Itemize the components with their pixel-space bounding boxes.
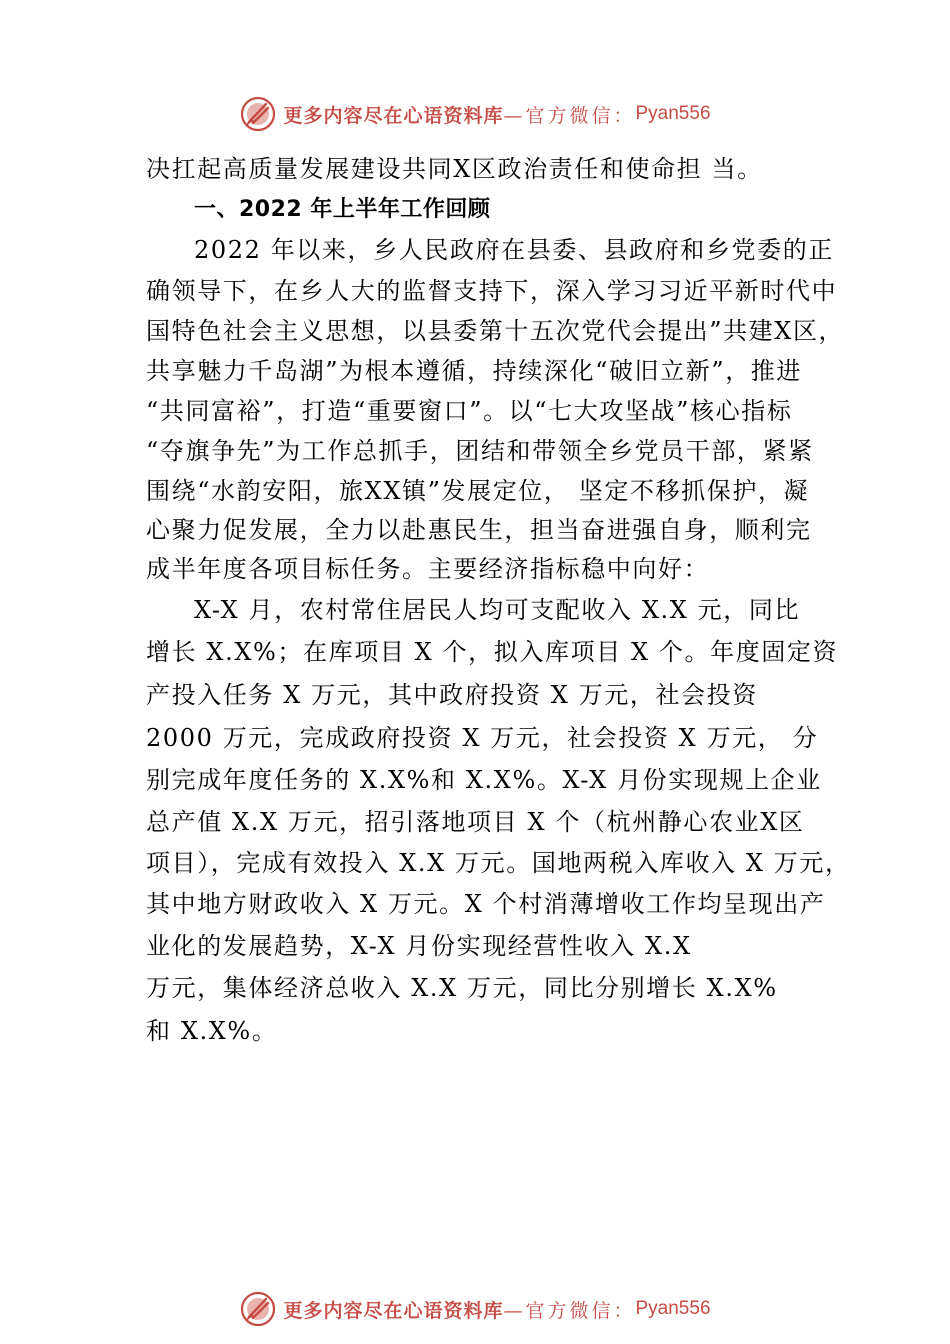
text-line: 国特色社会主义思想，以县委第十五次党代会提出”共建X区， bbox=[146, 317, 845, 345]
text-line: 总产值 X.X 万元，招引落地项目 X 个（杭州静心农业X区 bbox=[146, 808, 805, 836]
seal-logo-icon bbox=[239, 95, 277, 133]
text-line: 业化的发展趋势，X-X 月份实现经营性收入 X.X bbox=[146, 932, 692, 960]
banner-main-text: 更多内容尽在心语资料库 bbox=[283, 1299, 504, 1322]
text-line: 决扛起高质量发展建设共同X区政治责任和使命担 当。 bbox=[146, 155, 763, 183]
text-line: 心聚力促发展，全力以赴惠民生，担当奋进强自身，顺利完 bbox=[146, 516, 812, 544]
text-line: 别完成年度任务的 X.X%和 X.X%。X-X 月份实现规上企业 bbox=[146, 766, 822, 794]
text-line: 项目），完成有效投入 X.X 万元。国地两税入库收入 X 万元， bbox=[146, 849, 851, 877]
text-line: 增长 X.X%；在库项目 X 个，拟入库项目 X 个。年度固定资 bbox=[146, 638, 839, 666]
text-line: X-X 月，农村常住居民人均可支配收入 X.X 元，同比 bbox=[194, 596, 801, 624]
banner-wechat-label: —官方微信： bbox=[503, 1299, 636, 1322]
text-line: 万元，集体经济总收入 X.X 万元，同比分别增长 X.X% bbox=[146, 974, 778, 1002]
text-line: 共享魅力千岛湖”为根本遵循，持续深化“破旧立新”，推进 bbox=[146, 357, 803, 385]
footer-banner bbox=[0, 1289, 950, 1329]
text-line: 2022 年以来，乡人民政府在县委、县政府和乡党委的正 bbox=[194, 236, 834, 264]
banner-wechat-label: —官方微信： bbox=[503, 104, 636, 127]
text-line: 确领导下，在乡人大的监督支持下，深入学习习近平新时代中 bbox=[146, 277, 838, 305]
banner-wechat-id: Pyan556 bbox=[635, 1298, 711, 1319]
text-line: 其中地方财政收入 X 万元。X 个村消薄增收工作均呈现出产 bbox=[146, 890, 826, 918]
section-heading: 一、2022 年上半年工作回顾 bbox=[194, 197, 491, 222]
header-banner bbox=[0, 94, 950, 134]
text-line: 围绕“水韵安阳，旅XX镇”发展定位， 坚定不移抓保护，凝 bbox=[146, 477, 810, 505]
banner-main-text: 更多内容尽在心语资料库 bbox=[283, 104, 504, 127]
text-line: 产投入任务 X 万元，其中政府投资 X 万元，社会投资 bbox=[146, 681, 758, 709]
text-line: “夺旗争先”为工作总抓手，团结和带领全乡党员干部，紧紧 bbox=[146, 437, 814, 465]
text-line: 和 X.X%。 bbox=[146, 1017, 278, 1045]
seal-logo-icon bbox=[239, 1290, 277, 1328]
text-line: 成半年度各项目标任务。主要经济指标稳中向好： bbox=[146, 555, 710, 583]
banner-wechat-id: Pyan556 bbox=[635, 103, 711, 124]
text-line: “共同富裕”，打造“重要窗口”。以“七大攻坚战”核心指标 bbox=[146, 397, 793, 425]
text-line: 2000 万元，完成政府投资 X 万元，社会投资 X 万元， 分 bbox=[146, 724, 819, 752]
